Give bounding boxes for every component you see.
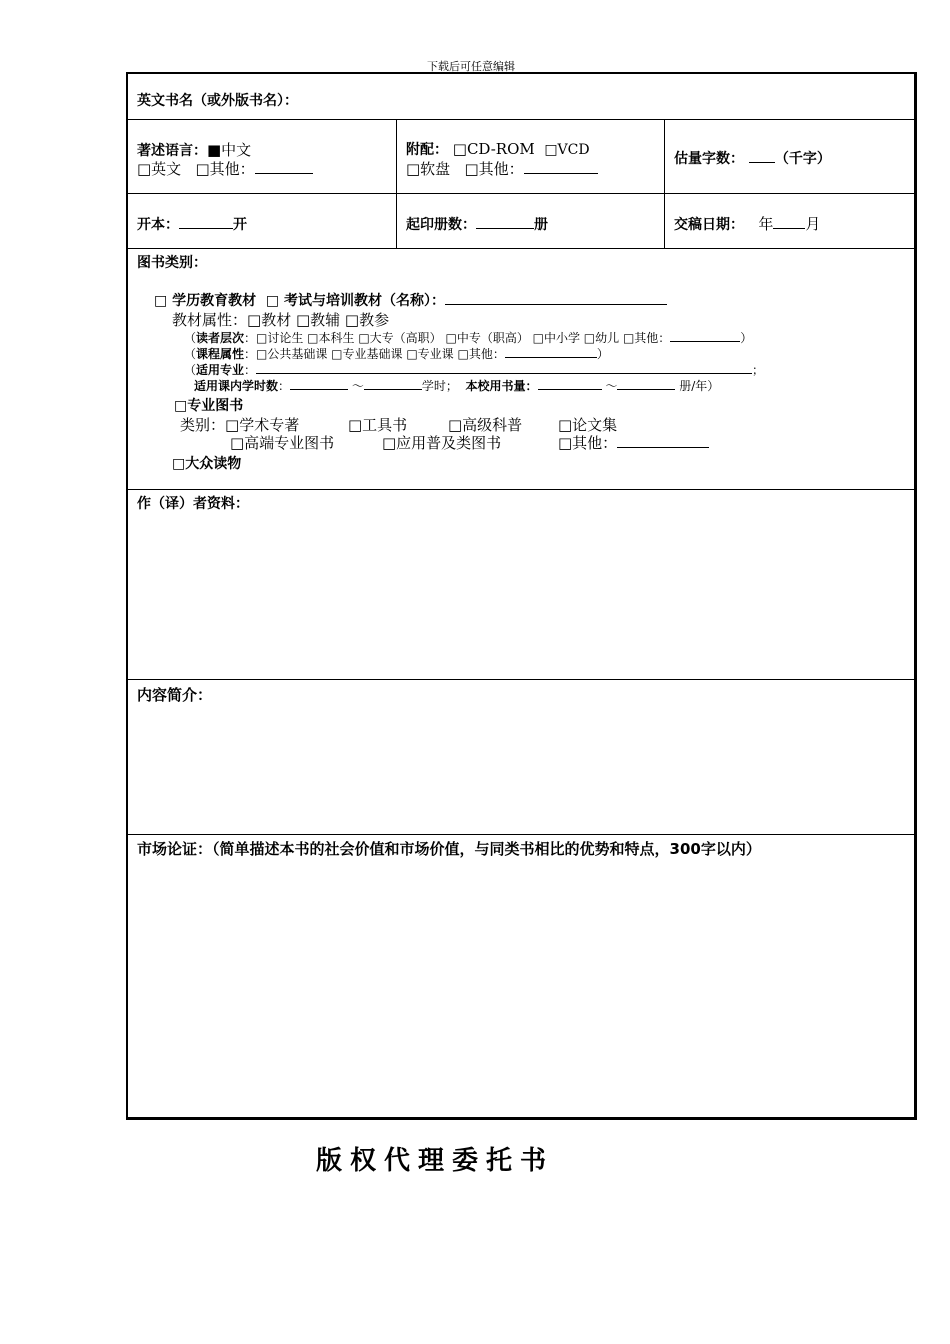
academic-checkbox[interactable]: □学术专著 (225, 416, 300, 434)
proceedings-checkbox[interactable]: □论文集 (558, 416, 618, 434)
english-title-label: 英文书名（或外版书名）： (137, 93, 298, 109)
attachment-label: 附配： (406, 142, 448, 158)
edu-textbook-checkbox[interactable]: □ 学历教育教材 (154, 293, 257, 309)
print-run-unit: 册 (534, 217, 548, 233)
book-info-form (126, 72, 917, 1120)
usage-max-blank[interactable] (617, 388, 675, 390)
pro-other-blank[interactable] (617, 446, 709, 448)
attachment-cell (396, 120, 664, 193)
exam-textbook-checkbox[interactable]: □ 考试与培训教材（名称）： (265, 293, 445, 309)
readers-other-blank[interactable] (670, 340, 740, 342)
highend-checkbox[interactable]: □高端专业图书 (230, 434, 335, 452)
pro-other-checkbox[interactable]: □其他： (558, 434, 618, 452)
hours-label: 适用课内学时数 (194, 379, 279, 393)
attachment-vcd-checkbox[interactable]: □VCD (544, 142, 590, 158)
doc-title: 版权代理委托书 (315, 1146, 554, 1176)
textbook-attr-label: 教材属性： (172, 311, 248, 329)
format-blank[interactable] (179, 227, 233, 229)
pro-type-label: 类别： (180, 416, 226, 434)
delivery-month: 月 (805, 215, 821, 233)
category-row: 图书类别： □ 学历教育教材 □ 考试与培训教材（名称）： 教材属性：□教材 □教辅 □教参 （读者层次：□讨论生 □本科生 □大专（高职） □中专（职高） □中小学 □幼儿 □其他： ） （课程属性：□公共基础课 □专业基础课 □专业课 □其他： ） （适用专业： ； 适用课内学时数： ～ 学时； 本校用书量： ～ 册/年） □专业图书 类别：□学术专著 □工具书 □高级科普 □论文集 □高端专业图书 □应用普及类图书 □其他： □大众读物 (128, 249, 914, 490)
attachment-other-blank[interactable] (524, 172, 598, 174)
language-english-checkbox[interactable]: □英文 (137, 160, 182, 178)
word-count-cell (664, 120, 914, 193)
attachment-cdrom-checkbox[interactable]: □CD-ROM (452, 140, 535, 158)
usage-min-blank[interactable] (538, 388, 602, 390)
attachment-floppy-checkbox[interactable]: □软盘 (406, 160, 451, 178)
english-title-row (128, 74, 914, 120)
market-label: 市场论证：（简单描述本书的社会价值和市场价值，与同类书相比的优势和特点，300字以内） (137, 840, 761, 858)
page-header: 下载后可任意编辑 (427, 60, 515, 73)
popular-book-checkbox[interactable]: □大众读物 (172, 456, 242, 472)
textbook-attr-options[interactable]: □教材 □教辅 □教参 (247, 311, 390, 329)
delivery-year: 年 (758, 215, 774, 233)
delivery-month-blank[interactable] (773, 227, 805, 229)
language-label: 著述语言： (137, 143, 207, 159)
hours-min-blank[interactable] (290, 388, 348, 390)
attachment-other-checkbox[interactable]: □其他： (464, 160, 524, 178)
language-chinese-checkbox[interactable]: ■中文 (207, 141, 252, 159)
popsci-checkbox[interactable]: □高级科普 (448, 416, 523, 434)
exam-name-blank[interactable] (445, 303, 667, 305)
course-options[interactable]: ：□公共基础课 □专业基础课 □专业课 □其他： (244, 347, 505, 361)
word-count-label: 估量字数： (674, 151, 744, 167)
author-row (128, 490, 914, 680)
summary-label: 内容简介： (137, 686, 213, 704)
market-row (128, 835, 914, 1117)
major-blank[interactable] (256, 372, 752, 374)
language-other-checkbox[interactable]: □其他： (195, 160, 255, 178)
language-row (128, 120, 914, 194)
category-label: 图书类别： (137, 255, 207, 271)
word-count-blank[interactable] (749, 161, 775, 163)
format-row (128, 194, 914, 249)
author-label: 作（译）者资料： (137, 496, 249, 512)
word-count-unit: （千字） (774, 151, 831, 167)
format-unit: 开 (233, 217, 247, 233)
format-label: 开本： (137, 217, 179, 233)
summary-row (128, 680, 914, 835)
hours-max-blank[interactable] (364, 388, 422, 390)
tool-book-checkbox[interactable]: □工具书 (348, 416, 408, 434)
readers-label: 读者层次 (196, 331, 245, 345)
usage-unit: 册/年） (679, 379, 720, 393)
language-cell (128, 120, 396, 193)
language-other-blank[interactable] (255, 172, 313, 174)
course-other-blank[interactable] (505, 356, 597, 358)
print-run-label: 起印册数： (406, 217, 476, 233)
hours-unit: 学时； (421, 379, 458, 393)
print-run-blank[interactable] (476, 227, 534, 229)
pro-book-checkbox[interactable]: □专业图书 (174, 398, 244, 414)
applied-checkbox[interactable]: □应用普及类图书 (382, 434, 502, 452)
course-label: 课程属性 (196, 347, 245, 361)
delivery-label: 交稿日期： (674, 217, 744, 233)
major-label: 适用专业 (196, 363, 245, 377)
readers-options[interactable]: ：□讨论生 □本科生 □大专（高职） □中专（职高） □中小学 □幼儿 □其他： (244, 331, 671, 345)
usage-label: 本校用书量： (465, 379, 538, 393)
